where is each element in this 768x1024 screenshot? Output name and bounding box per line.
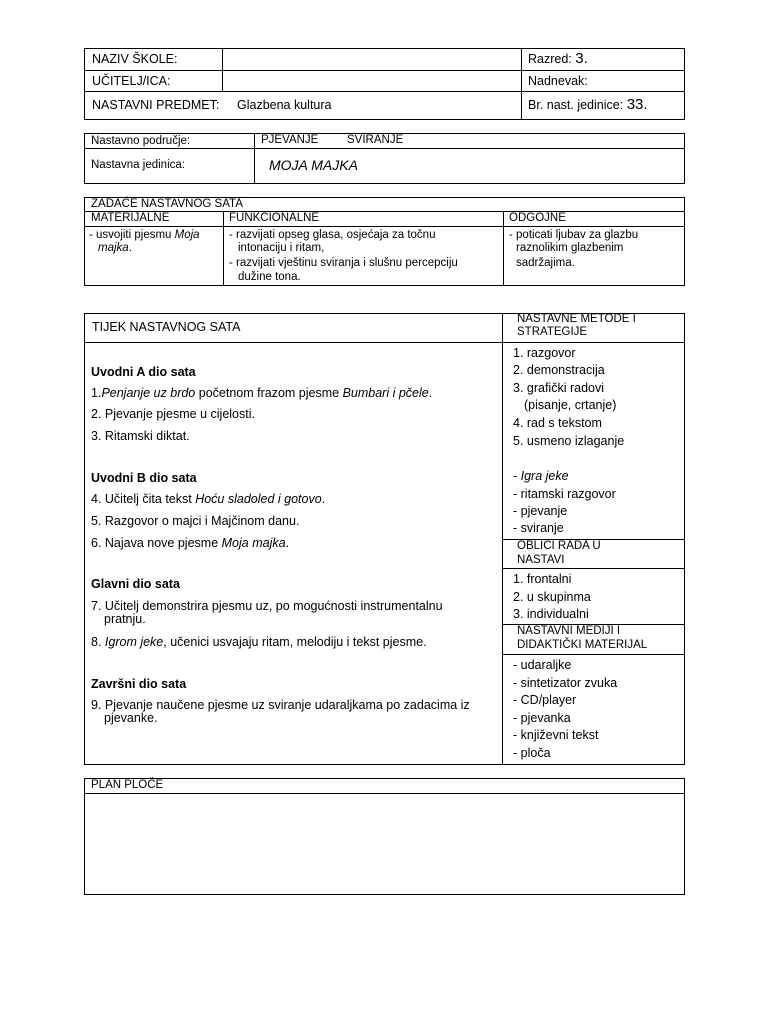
divider	[521, 48, 522, 120]
material-task-line2	[98, 242, 132, 255]
media-item: - udaraljke	[513, 658, 572, 672]
unit-label: Nastavna jedinica:	[91, 159, 185, 171]
grade-label-text: Razred:	[528, 52, 572, 66]
song-title-part: majka	[98, 242, 129, 254]
area-value-playing: SVIRANJE	[347, 134, 404, 146]
divider	[254, 133, 255, 184]
form-item: 2. u skupinma	[513, 590, 591, 604]
main-heading: Glavni dio sata	[91, 577, 180, 591]
step-9: 9. Pjevanje naučene pjesme uz sviranje udaraljkama po zadacima iz	[91, 698, 470, 712]
educational-task: - poticati ljubav za glazbu	[509, 229, 639, 241]
area-value-singing: PJEVANJE	[261, 134, 319, 146]
tasks-col-functional: FUNKCIONALNE	[229, 212, 320, 224]
tasks-col-educational: ODGOJNE	[509, 212, 566, 224]
divider	[84, 211, 685, 212]
unit-title: MOJA MAJKA	[269, 157, 358, 173]
step-text: 6. Najava nove pjesme	[91, 536, 222, 550]
punctuation: .	[321, 492, 326, 506]
text-title: Hoću sladoled i gotovo	[195, 492, 322, 506]
grade-value: 3.	[575, 50, 588, 67]
divider	[84, 226, 685, 227]
strategy-item: - Igra jeke	[513, 469, 569, 483]
media-item: - pjevanka	[513, 711, 571, 725]
intro-a-heading: Uvodni A dio sata	[91, 365, 196, 379]
unit-number	[528, 98, 648, 112]
strategy-item: - pjevanje	[513, 504, 568, 518]
teacher-label: UČITELJ/ICA:	[92, 74, 171, 88]
divider	[84, 793, 685, 794]
date-label: Nadnevak:	[528, 74, 588, 88]
method-item: 5. usmeno izlaganje	[513, 434, 625, 448]
subject-value: Glazbena kultura	[237, 98, 332, 112]
educational-task-cont: raznolikim glazbenim	[516, 242, 624, 254]
step-7: 7. Učitelj demonstrira pjesmu uz, po mogućnosti instrumentalnu	[91, 599, 443, 613]
functional-task-1-cont: intonaciju i ritam,	[238, 242, 325, 254]
forms-title: OBLICI RADA U	[517, 540, 601, 552]
lesson-title: TIJEK NASTAVNOG SATA	[92, 320, 241, 334]
song-title: Bumbari i pčele	[342, 386, 429, 400]
media-item: - ploča	[513, 746, 551, 760]
divider	[502, 654, 685, 655]
subject-label: NASTAVNI PREDMET:	[92, 98, 220, 112]
functional-task-2-cont: dužine tona.	[238, 271, 301, 283]
final-heading: Završni dio sata	[91, 677, 187, 691]
activity-name: Igrom jeke	[104, 635, 164, 649]
methods-title-cont: STRATEGIJE	[517, 326, 588, 338]
school-field[interactable]	[226, 50, 516, 68]
functional-task-2: - razvijati vještinu sviranja i slušnu percepciju	[229, 257, 458, 269]
step-7-cont: pratnju.	[104, 612, 146, 626]
media-item: - CD/player	[513, 693, 577, 707]
media-item: - književni tekst	[513, 728, 599, 742]
grade-label	[528, 52, 588, 66]
song-title: Moja majka	[221, 536, 286, 550]
form-item: 3. individualni	[513, 607, 589, 621]
step-5: 5. Razgovor o majci i Majčinom danu.	[91, 514, 300, 528]
methods-title: NASTAVNE METODE I	[517, 313, 636, 325]
unit-number-value: 33.	[626, 96, 648, 113]
method-item: 2. demonstracija	[513, 363, 605, 377]
divider	[84, 342, 685, 343]
media-title-cont: DIDAKTIČKI MATERIJAL	[517, 639, 648, 651]
material-task-text: - usvojiti pjesmu	[89, 229, 175, 241]
divider	[223, 211, 224, 286]
step-3: 3. Ritamski diktat.	[91, 429, 190, 443]
forms-title-cont: NASTAVI	[517, 554, 565, 566]
media-title: NASTAVNI MEDIJI I	[517, 625, 621, 637]
intro-b-heading: Uvodni B dio sata	[91, 471, 197, 485]
board-plan-title: PLAN PLOČE	[91, 779, 164, 791]
divider	[84, 70, 685, 71]
divider	[84, 148, 685, 149]
activity-name: Penjanje uz brdo	[101, 386, 196, 400]
method-item: 1. razgovor	[513, 346, 576, 360]
step-text: 4. Učitelj čita tekst	[91, 492, 196, 506]
school-label: NAZIV ŠKOLE:	[92, 52, 178, 66]
step-2: 2. Pjevanje pjesme u cijelosti.	[91, 407, 255, 421]
educational-task-cont: sadržajima.	[516, 257, 575, 269]
method-item: 4. rad s tekstom	[513, 416, 602, 430]
step-9-cont: pjevanke.	[104, 711, 158, 725]
divider	[84, 91, 685, 92]
step-6	[91, 536, 289, 550]
step-number: 1.	[91, 386, 102, 400]
strategy-item: - ritamski razgovor	[513, 487, 616, 501]
song-title-part: Moja	[174, 229, 200, 241]
functional-task-1: - razvijati opseg glasa, osjećaja za točnu	[229, 229, 436, 241]
board-plan-area[interactable]	[86, 795, 683, 893]
punctuation: .	[285, 536, 290, 550]
step-1	[91, 386, 432, 400]
step-text: , učenici usvajaju ritam, melodiju i tekst pjesme.	[163, 635, 427, 649]
media-item: - sintetizator zvuka	[513, 676, 618, 690]
strategy-item: - sviranje	[513, 521, 564, 535]
method-item: 3. grafički radovi	[513, 381, 605, 395]
material-task	[89, 229, 200, 242]
punctuation: .	[128, 242, 132, 254]
divider	[222, 48, 223, 91]
divider	[502, 568, 685, 569]
unit-number-label: Br. nast. jedinice:	[528, 98, 624, 112]
tasks-col-material: MATERIJALNE	[91, 212, 170, 224]
divider	[503, 211, 504, 286]
punctuation: .	[428, 386, 433, 400]
form-item: 1. frontalni	[513, 572, 572, 586]
step-text: početnom frazom pjesme	[195, 386, 343, 400]
area-label: Nastavno područje:	[91, 135, 191, 147]
step-4	[91, 492, 325, 506]
teacher-field[interactable]	[226, 72, 516, 89]
step-number: 8.	[91, 635, 105, 649]
method-item-cont: (pisanje, crtanje)	[524, 398, 617, 412]
tasks-title: ZADAĆE NASTAVNOG SATA	[91, 198, 243, 210]
step-8	[91, 635, 427, 649]
